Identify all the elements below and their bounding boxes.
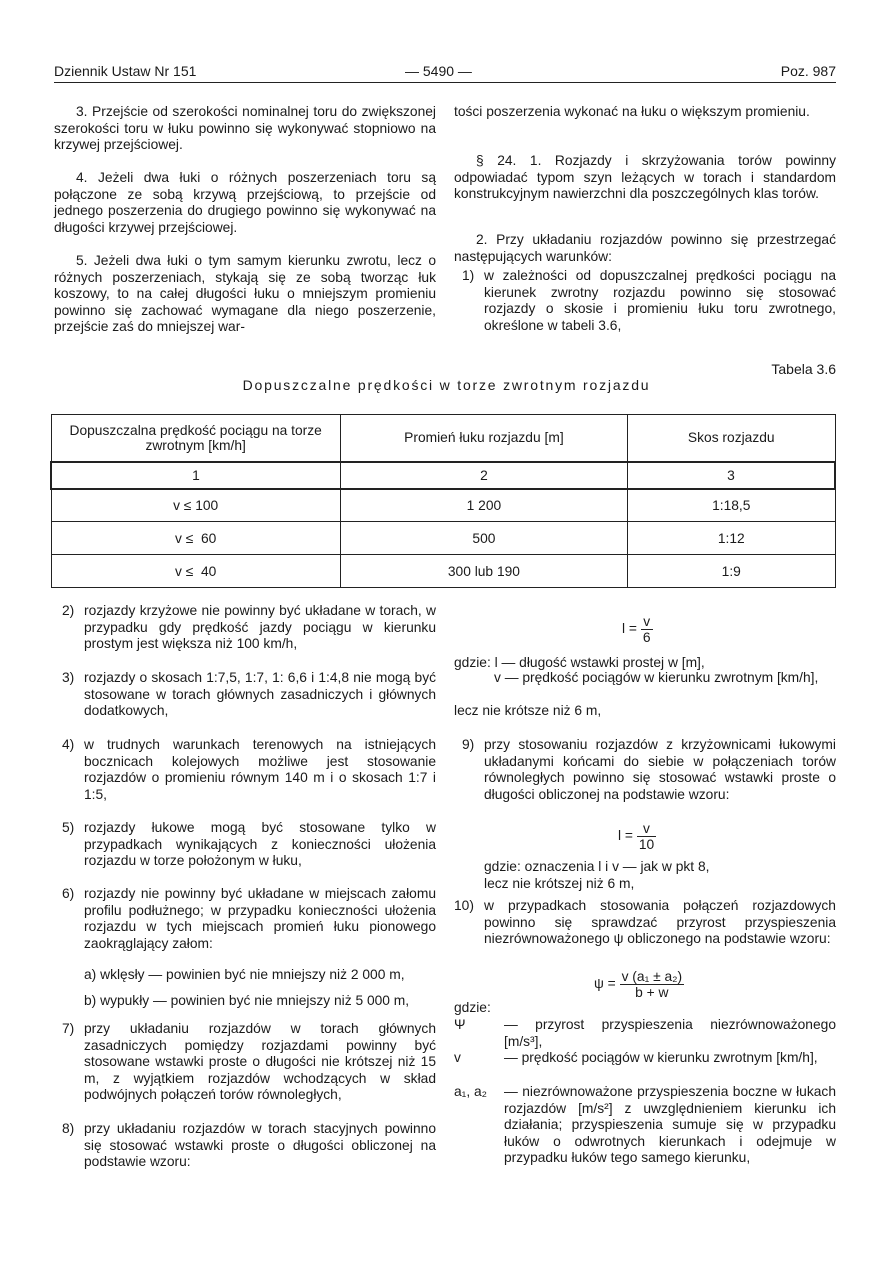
table-header-skew: Skos rozjazdu [628, 415, 836, 462]
list-item-1 [462, 268, 836, 334]
header-rule [54, 82, 836, 83]
formula-1 [622, 614, 653, 645]
list-item-text: rozjazdy łukowe mogą być stosowane tylko w przypadkach wynikających z konieczności ułożenia rozjazdu w torze położonym w łuku, [84, 820, 436, 869]
formula-numerator: v [637, 821, 656, 837]
list-item-text: rozjazdy o skosach 1:7,5, 1:7, 1: 6,6 i 1:4,8 nie mogą być stosowane w torach głównych zasadniczych i głównych dodatkowych, [84, 670, 436, 719]
list-item-text: przy stosowaniu rozjazdów z krzyżownicami łukowymi układanymi końcami do siebie w połączeniach torów równoległych powinno się stosować wstawki proste o długości obliczonej na podstawie wzoru: [484, 737, 836, 802]
formula-numerator: v (a₁ ± a₂) [621, 969, 683, 984]
list-item-9 [462, 737, 836, 803]
formula-denominator: b + w [635, 985, 669, 1000]
table-cell: 1 200 [340, 489, 627, 522]
formula-fraction [641, 614, 653, 645]
list-item-5 [62, 820, 436, 870]
table-col-number: 2 [340, 462, 627, 489]
list-item-text: rozjazdy krzyżowe nie powinny być układane w torach, w przypadku gdy prędkość jazdy pociągu w kierunku prostym jest większa niż 100 km/h, [84, 603, 436, 652]
definition-symbol: Ψ [454, 1017, 466, 1032]
list-item-number: 9) [462, 737, 475, 752]
formula-denominator: 6 [642, 630, 651, 645]
list-item-text: w trudnych warunkach terenowych na istniejących bocznicach kolejowych możliwe jest stosowanie rozjazdów o promieniu równym 140 m i o skosach 1:7 i 1:5, [84, 737, 436, 802]
list-item-number: 5) [62, 820, 75, 835]
list-subitem-a: a) wklęsły — powinien być nie mniejszy niż 2 000 m, [84, 967, 405, 982]
list-item-number: 10) [454, 898, 474, 913]
definition-text: — przyrost przyspieszenia niezrównoważonego [m/s³], [504, 1017, 836, 1049]
list-item-text: przy układaniu rozjazdów w torach głównych zasadniczych pomiędzy rozjazdami powinny być stosowane wstawki proste o długości nie krótszej niż 15 m, z wyjątkiem rozjazdów wchodzących w skład podwójnych połączeń torów równoległych, [84, 1021, 436, 1103]
table-col-number: 1 [51, 462, 340, 489]
formula-lhs: l = [618, 828, 633, 844]
formula-fraction [620, 969, 685, 1000]
list-item-number: 4) [62, 737, 75, 752]
table-cell: 1:12 [628, 522, 836, 555]
paragraph-24-1: § 24. 1. Rozjazdy i skrzyżowania torów powinny odpowiadać typom szyn leżących w torach i standardom konstrukcyjnym nawierzchni dla poszczególnych klas torów. [454, 153, 836, 202]
definition-a1-a2 [454, 1084, 836, 1167]
paragraph-24-2: 2. Przy układaniu rozjazdów powinno się przestrzegać następujących warunków: [454, 232, 836, 264]
header-position: Poz. 987 [780, 63, 836, 79]
definition-v-speed [454, 1050, 836, 1067]
list-item-6 [62, 886, 436, 952]
list-item-text: przy układaniu rozjazdów w torach stacyjnych powinno się stosować wstawki proste o długości obliczonej na podstawie wzoru: [84, 1121, 436, 1170]
definition-text: — niezrównoważone przyspieszenia boczne w łukach rozjazdów [m/s²] z uwzględnieniem kierunku ich działania; przyspieszenia sumuje się w przypadku łuków o odwrotnych kierunkach i odejmuje w przypadku łuków tego samego kierunku, [504, 1084, 836, 1166]
formula-numerator: v [641, 614, 653, 630]
formula-lhs: ψ = [594, 976, 616, 992]
list-item-10 [454, 898, 836, 948]
table-title: Dopuszczalne prędkości w torze zwrotnym rozjazdu [242, 377, 651, 393]
formula-lhs: l = [622, 621, 637, 637]
list-item-8 [62, 1121, 436, 1171]
table-label: Tabela 3.6 [771, 361, 836, 377]
paragraph-3: 3. Przejście od szerokości nominalnej toru do zwiększonej szerokości toru w łuku powinno się wykonywać stopniowo na krzywej przejściowej. [54, 104, 436, 153]
definition-v: v — prędkość pociągów w kierunku zwrotnym [km/h], [494, 670, 819, 685]
formula-2 [618, 821, 656, 852]
definition-l: gdzie: l — długość wstawki prostej w [m], [454, 655, 705, 670]
paragraph-4: 4. Jeżeli dwa łuki o różnych poszerzeniach toru są połączone ze sobą krzywą przejściową, to przejście od jednego poszerzenia do drugiego powinno się wykonywać na długości krzywej przejściowej. [54, 170, 436, 235]
list-item-text: w zależności od dopuszczalnej prędkości pociągu na kierunek zwrotny rozjazdu powinno się stosować rozjazdy o skosie i promieniu łuku toru zwrotnego, określone w tabeli 3.6, [484, 268, 836, 333]
list-item-4 [62, 737, 436, 803]
list-item-text: w przypadkach stosowania połączeń rozjazdowych powinno się sprawdzać przyrost przyspieszenia niezrównoważonego ψ obliczonego na podstawie wzoru: [484, 898, 836, 947]
speed-table [50, 414, 836, 588]
table-header-radius: Promień łuku rozjazdu [m] [340, 415, 627, 462]
table-cell: 1:18,5 [628, 489, 836, 522]
list-item-number: 8) [62, 1121, 75, 1136]
table-header-speed: Dopuszczalna prędkość pociągu na torze zwrotnym [km/h] [51, 415, 340, 462]
table-cell: v ≤ 40 [51, 555, 340, 588]
constraint-6m: lecz nie krótszej niż 6 m, [484, 876, 635, 891]
list-item-number: 6) [62, 886, 75, 901]
constraint-6m: lecz nie krótsze niż 6 m, [454, 703, 602, 718]
table-cell: 300 lub 190 [340, 555, 627, 588]
list-item-number: 7) [62, 1021, 75, 1036]
paragraph-continuation: tości poszerzenia wykonać na łuku o większym promieniu. [454, 104, 810, 119]
list-item-7 [62, 1021, 436, 1104]
table-col-number: 3 [628, 462, 836, 489]
table-cell: v ≤ 60 [51, 522, 340, 555]
definition-text: — prędkość pociągów w kierunku zwrotnym [km/h], [504, 1050, 818, 1065]
list-item-2 [62, 603, 436, 653]
definitions-label: gdzie: [454, 1000, 491, 1015]
list-subitem-b: b) wypukły — powinien być nie mniejszy niż 5 000 m, [84, 993, 410, 1008]
list-item-number: 2) [62, 603, 75, 618]
paragraph-5: 5. Jeżeli dwa łuki o tym samym kierunku zwrotu, lecz o różnych poszerzeniach, stykają się ze sobą tworząc łuk koszowy, to na całej długości łuku o mniejszym promieniu powinno się zachować wymagane dla niego poszerzenie, przejście zaś do mniejszej war- [54, 253, 436, 335]
list-item-number: 3) [62, 670, 75, 685]
table-cell: 500 [340, 522, 627, 555]
formula-denominator: 10 [638, 837, 655, 852]
header-journal: Dziennik Ustaw Nr 151 [54, 63, 197, 79]
table-cell: 1:9 [628, 555, 836, 588]
header-page-number: — 5490 — [405, 63, 472, 79]
list-item-text: rozjazdy nie powinny być układane w miejscach załomu profilu podłużnego; w przypadku konieczności ułożenia rozjazdu w tych miejscach promień łuku pionowego zaokrąglający załom: [84, 886, 436, 951]
formula-fraction [637, 821, 656, 852]
definition-symbol: a₁, a₂ [454, 1084, 488, 1099]
definition-symbol: v [454, 1050, 461, 1065]
formula-3 [594, 969, 684, 1000]
definition-psi [454, 1017, 836, 1050]
table-cell: v ≤ 100 [51, 489, 340, 522]
definition-ref: gdzie: oznaczenia l i v — jak w pkt 8, [484, 859, 710, 874]
list-item-3 [62, 670, 436, 720]
list-item-number: 1) [462, 268, 475, 283]
